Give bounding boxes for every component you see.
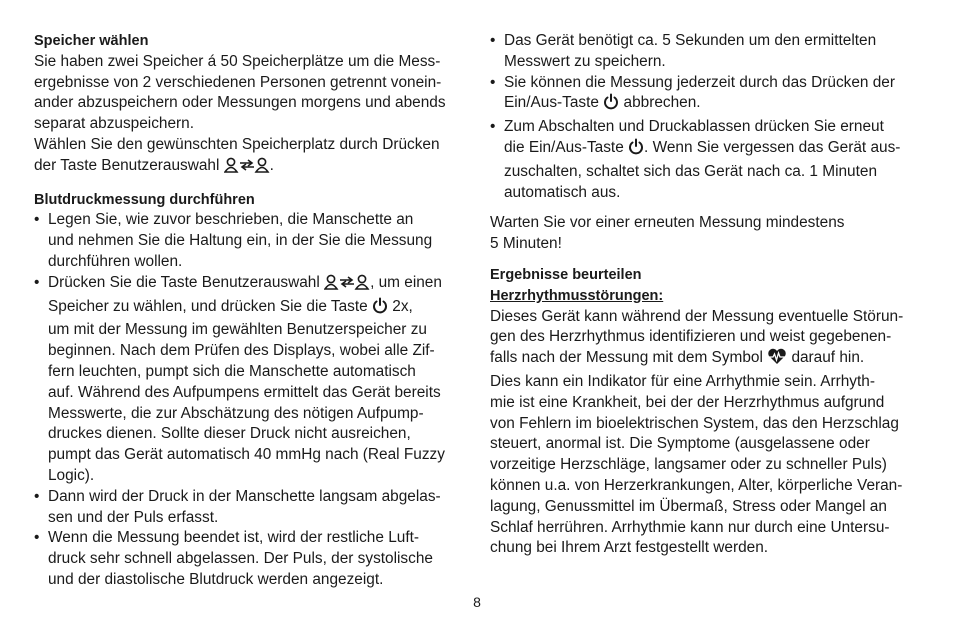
- list-item: • Dann wird der Druck in der Manschette langsam abgelas- sen und der Puls erfasst.: [34, 487, 470, 529]
- list-item: • Sie können die Messung jederzeit durch das Drücken der Ein/Aus-Taste abbrechen.: [490, 73, 926, 118]
- list-item: • Legen Sie, wie zuvor beschrieben, die Manschette an und nehmen Sie die Haltung ein, in der Sie die Messung durchführen wollen.: [34, 210, 470, 272]
- power-icon: [372, 297, 388, 321]
- right-column: [490, 31, 926, 559]
- blutdruck-list: [34, 210, 470, 590]
- power-icon: [628, 138, 644, 162]
- left-column: [34, 31, 470, 591]
- list-item: • Zum Abschalten und Druckablassen drücken Sie erneut die Ein/Aus-Taste . Wenn Sie vergessen das Gerät aus- zuschalten, schaltet sich das Gerät nach ca. 1 Minuten automatisch aus.: [490, 117, 926, 203]
- page-number: 8: [473, 594, 481, 610]
- herzrhythmus-heading: Herzrhythmusstörungen:: [490, 287, 664, 304]
- speicher-heading: Speicher wählen: [34, 33, 149, 49]
- heart-arrhythmia-icon: [767, 348, 787, 372]
- warten-paragraph: Warten Sie vor einer erneuten Messung mindestens 5 Minuten!: [490, 214, 845, 253]
- list-item: • Drücken Sie die Taste Benutzerauswahl , um einen Speicher zu wählen, und drücken Sie die Taste 2x, um mit der Messung im gewählten Benutzerspeicher zu beginnen. Nach dem Prüfen des Displays, wobei alle Zif- fern leuchten, pumpt sich die Manschette automatisch auf. Während des Aufpumpens ermittelt das Gerät bereits Messwerte, die zur Abschätzung des nötigen Aufpump- druckes dienen. Sollte dieser Druck nicht ausreichen, pumpt das Gerät automatisch 40 mmHg nach (Real Fuzzy Logic).: [34, 273, 470, 487]
- list-item: • Wenn die Messung beendet ist, wird der restliche Luft- druck sehr schnell abgelassen. Der Puls, der systolische und der diastolische Blutdruck werden angezeigt.: [34, 528, 470, 590]
- ergebnisse-heading: Ergebnisse beurteilen: [490, 266, 642, 283]
- user-switch-icon: [224, 157, 270, 180]
- list-item: • Das Gerät benötigt ca. 5 Sekunden um den ermittelten Messwert zu speichern.: [490, 31, 926, 73]
- messung-list: [490, 31, 926, 203]
- herzrhythmus-paragraph: Dieses Gerät kann während der Messung eventuelle Störun- gen des Herzrhythmus identifizieren und weist gegebenen- falls nach der Messung mit dem Symbol darauf hin. Dies kann ein Indikator für eine Arrhythmie sein. Arrhyth- mie ist eine Krankheit, bei der der Herzrhythmus aufgrund von Fehlern im bioelektrischen System, das den Herzschlag steuert, anormal ist. Die Symptome (ausgelassene oder vorzeitige Herzschläge, langsamer oder zu schneller Puls) können u.a. von Herzerkrankungen, Alter, körperliche Veran- lagung, Genussmittel im Übermaß, Stress oder Mangel an Schlaf herrühren. Arrhythmie kann nur durch eine Untersu- chung bei Ihrem Arzt festgestellt werden.: [490, 307, 904, 557]
- user-switch-icon: [324, 274, 370, 297]
- speicher-paragraph: Sie haben zwei Speicher á 50 Speicherplätze um die Mess- ergebnisse von 2 verschiedenen Personen getrennt vonein- ander abzuspeichern oder Messungen morgens und abends separat abzuspeichern. Wählen Sie den gewünschten Speicherplatz durch Drücken der Taste Benutzerauswahl .: [34, 52, 470, 180]
- power-icon: [603, 93, 619, 117]
- blutdruck-heading: Blutdruckmessung durchführen: [34, 191, 255, 208]
